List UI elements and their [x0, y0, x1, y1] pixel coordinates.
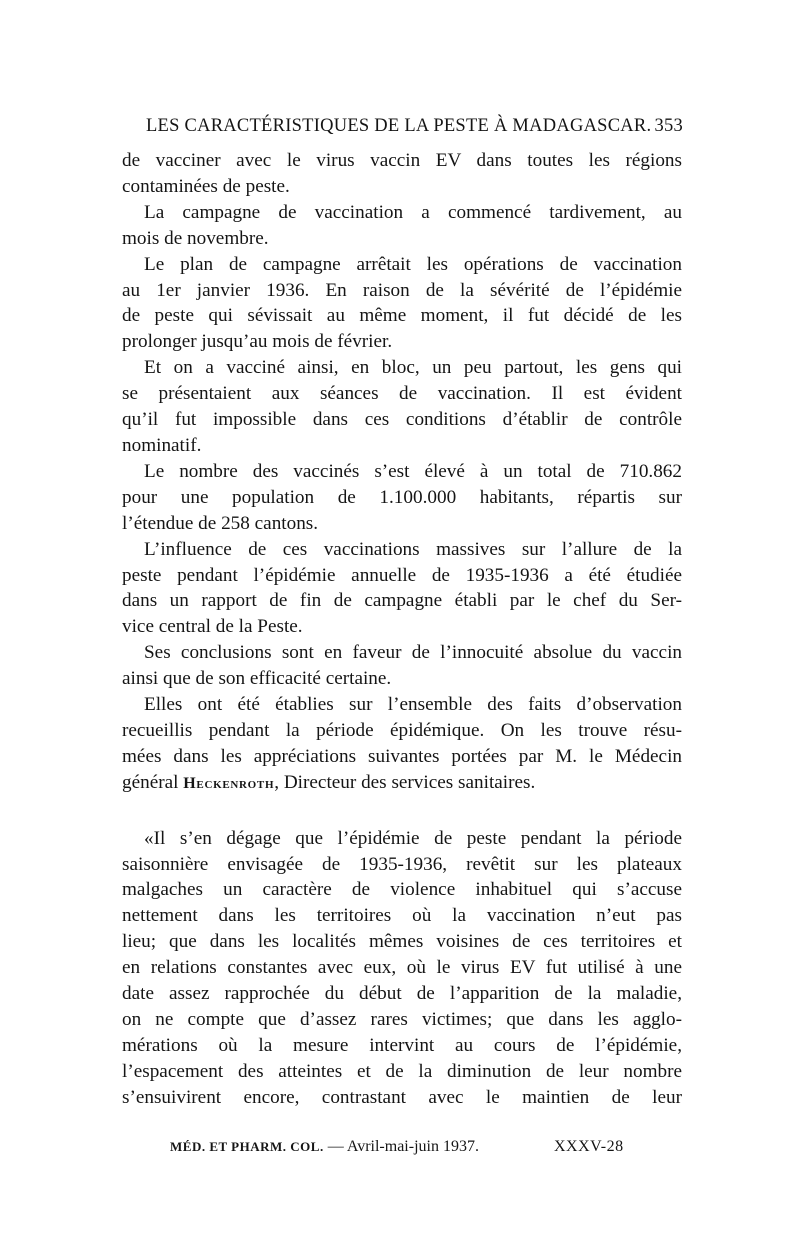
text-line: saisonnière envisagée de 1935-1936, revêtit sur les plateaux [122, 853, 682, 875]
text-line: se présentaient aux séances de vaccination. Il est évident [122, 383, 682, 405]
text-line: Et on a vacciné ainsi, en bloc, un peu partout, les gens qui [144, 357, 682, 379]
text-line: l’espacement des atteintes et de la diminution de leur nombre [122, 1060, 682, 1082]
text-line: date assez rapprochée du début de l’apparition de la maladie, [122, 983, 682, 1005]
body-text [122, 148, 682, 1111]
page-footer [170, 1138, 690, 1162]
text-line: pour une population de 1.100.000 habitants, répartis sur [122, 486, 682, 508]
text-line: général Heckenroth, Directeur des services sanitaires. [122, 771, 536, 793]
text-line: on ne compte que d’assez rares victimes; que dans les agglo- [122, 1009, 682, 1030]
text-line: ainsi que de son efficacité certaine. [122, 668, 392, 690]
text-line: mérations où la mesure intervint au cours de l’épidémie, [122, 1034, 682, 1056]
text-line: nettement dans les territoires où la vaccination n’eut pas [122, 905, 682, 927]
main-paragraphs [122, 148, 682, 797]
text-line: en relations constantes avec eux, où le virus EV fut utilisé à une [122, 957, 682, 979]
text-line: «Il s’en dégage que l’épidémie de peste pendant la période [144, 827, 682, 849]
text-line: malgaches un caractère de violence inhabituel qui s’accuse [122, 879, 682, 901]
text-line: l’étendue de 258 cantons. [122, 512, 319, 534]
text-line: La campagne de vaccination a commencé tardivement, au [144, 201, 682, 223]
text-line: qu’il fut impossible dans ces conditions d’établir de contrôle [122, 409, 682, 431]
text-line: Ses conclusions sont en faveur de l’innocuité absolue du vaccin [144, 642, 682, 664]
text-line: vice central de la Peste. [122, 616, 303, 638]
text-line: peste pendant l’épidémie annuelle de 1935-1936 a été étudiée [122, 564, 682, 586]
text-line: de peste qui sévissait au même moment, il fut décidé de les [122, 305, 682, 327]
person-name: Heckenroth [183, 774, 275, 792]
text-line: Le plan de campagne arrêtait les opérations de vaccination [144, 253, 682, 275]
text-line: s’ensuivirent encore, contrastant avec le maintien de leur [122, 1086, 682, 1108]
text-line: recueillis pendant la période épidémique. On les trouve résu- [122, 719, 682, 741]
running-header [146, 116, 683, 144]
signature-mark: XXXV-28 [554, 1138, 624, 1155]
text-line: contaminées de peste. [122, 175, 290, 197]
text-line: mées dans les appréciations suivantes portées par M. le Médecin [122, 745, 682, 767]
text-line: dans un rapport de fin de campagne établi par le chef du Ser- [122, 590, 682, 612]
text-line: L’influence de ces vaccinations massives sur l’allure de la [144, 538, 682, 560]
page-number: 353 [654, 116, 683, 136]
running-title: LES CARACTÉRISTIQUES DE LA PESTE À MADAGASCAR. [146, 116, 652, 136]
text-line: mois de novembre. [122, 227, 269, 249]
journal-abbreviation: MÉD. ET PHARM. COL. [170, 1139, 324, 1154]
text-line: lieu; que dans les localités mêmes voisines de ces territoires et [122, 931, 682, 953]
text-line: au 1er janvier 1936. En raison de la sévérité de l’épidémie [122, 279, 682, 301]
footer-citation [170, 1138, 479, 1156]
footer-dash: — [327, 1138, 344, 1155]
text-line: de vacciner avec le virus vaccin EV dans toutes les régions [122, 150, 682, 171]
issue-date: Avril-mai-juin 1937. [346, 1138, 479, 1155]
text-line: nominatif. [122, 434, 202, 456]
quoted-passage [122, 826, 682, 1111]
text-line: Elles ont été établies sur l’ensemble des faits d’observation [144, 694, 682, 716]
text-line: Le nombre des vaccinés s’est élevé à un total de 710.862 [144, 460, 682, 482]
text-line: prolonger jusqu’au mois de février. [122, 331, 393, 353]
